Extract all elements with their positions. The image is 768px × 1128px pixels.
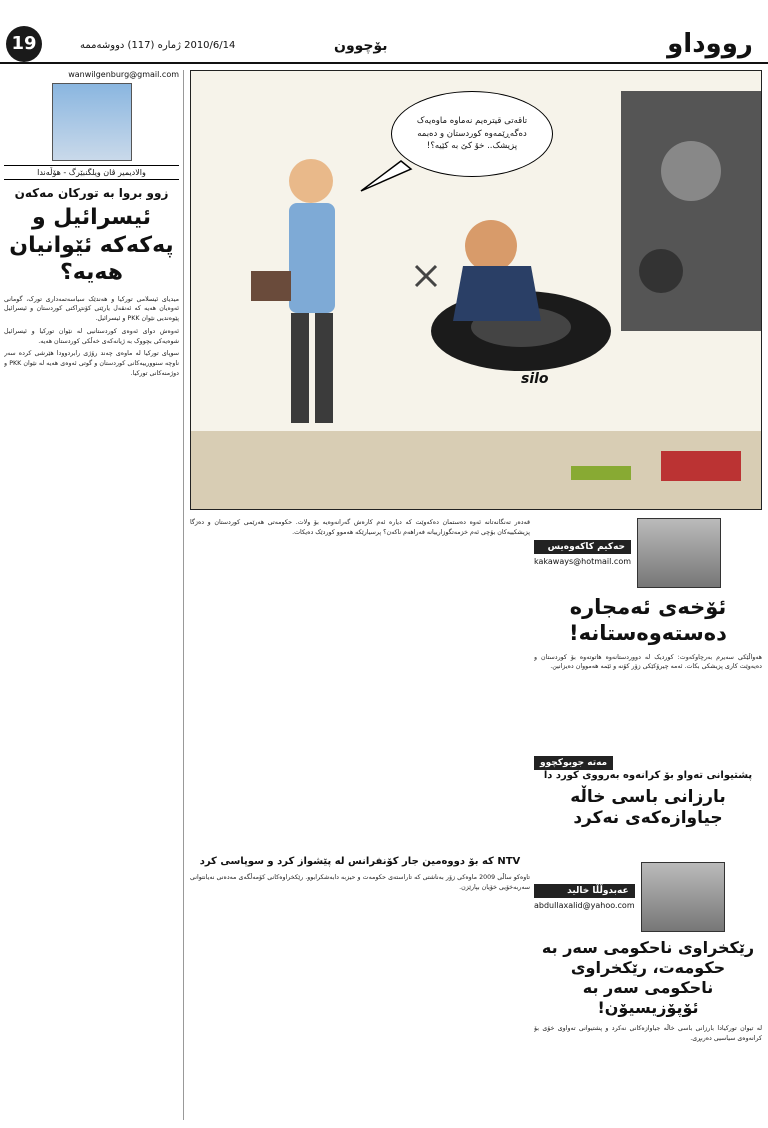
author-email: abdullaxalid@yahoo.com <box>534 901 635 910</box>
cartoon <box>190 70 762 510</box>
left-article <box>4 70 184 1120</box>
author-name: والادیمیر ڤان ویلگنبێرگ - هۆڵەندا <box>4 165 179 180</box>
author-photo <box>637 518 721 588</box>
article-body: له‌ تیوان تورکیادا بارزانی باسی خاڵه‌ جیاوازه‌کانی نه‌کرد و پشتیوانی ته‌واوی خۆی بۆ کرانه‌وه‌ی سیاسیی ده‌ربڕی. <box>534 1025 762 1042</box>
author-photo <box>641 862 725 932</box>
author-name: عه‌بدوڵڵا خالید <box>534 884 635 898</box>
page-number: 19 <box>6 26 42 62</box>
article-khalid <box>534 862 762 1122</box>
byline <box>534 862 762 932</box>
author-name: حه‌کیم کاکه‌وه‌یس <box>534 540 631 554</box>
middle-subhead: NTV که‌ بۆ دووه‌مین جار کۆنفرانس له‌ پێشواز کرد و سوپاسی کرد <box>199 856 521 867</box>
article-title: رێکخراوی ناحکومی سه‌ر به‌ حکومه‌ت، رێکخراوی ناحکومی سه‌ر به‌ ئۆپۆزیسیۆن! <box>541 938 755 1017</box>
article-body <box>4 295 179 379</box>
middle-lower-body: تاوه‌کو ساڵی 2009 ماوه‌کی زۆر به‌ناشتی که‌ تاراسته‌ی حکومه‌ت و حیزبه‌ دابه‌شکرابوو. رێکخراوه‌کانی کۆمه‌ڵگه‌ی مه‌ده‌نی نه‌یانتوانی سه‌ربه‌خۆیی خۆیان بپارێزن. <box>190 874 530 891</box>
article-mad <box>534 756 762 856</box>
article-title: ئۆخه‌ی ئه‌مجاره‌ ده‌سته‌وه‌ستانه‌! <box>569 595 727 646</box>
rudaw-logo <box>662 24 758 60</box>
byline <box>534 756 762 770</box>
article-hakim <box>534 518 762 748</box>
article-pretitle: زوو بروا به‌ تورکان مه‌که‌ن <box>14 186 169 200</box>
page-header <box>0 0 768 64</box>
author-email: kakaways@hotmail.com <box>534 557 632 566</box>
article-headline: ئیسرائیل و په‌که‌که‌ ئێوانیان هه‌یه‌؟ <box>9 205 174 285</box>
article-title: بارزانی باسی خاڵه‌ جیاوازه‌که‌ی نه‌کرد <box>570 787 726 829</box>
byline <box>534 518 762 588</box>
byline-text <box>534 540 631 566</box>
section-title: بۆچوون <box>334 38 388 54</box>
article-body: هه‌واڵێکی سه‌یرم به‌رچاوکه‌وت: کوردیک له‌ دووردستانه‌وه‌ هاتوته‌وه‌ بۆ کوردستان و ده‌یه‌وێت کاری پزیشکی بکات. ئه‌مه‌ چیرۆکێکی زۆر کۆنه‌ و ئێمه‌ هه‌مووان ده‌یزانین. <box>534 653 762 671</box>
author-photo <box>52 83 132 161</box>
byline-text <box>534 884 635 910</box>
speech-bubble: تاقه‌تی قیتره‌یم نه‌ماوه‌ ماوه‌یه‌ک ده‌گه‌ڕێمه‌وه‌ کوردستان و ده‌بمه‌ پزیشک.. خۆ کێ به‌ کێیه‌؟! <box>391 91 553 177</box>
body-paragraph: میدیای ئیسلامی تورکیا و هه‌ندێک سیاسه‌تمه‌داری تورک، گومانی ئه‌وه‌یان هه‌یه‌ که‌ ئه‌نقه‌ل یارێتی کۆنتڕاکتی کوردستان و ئیسرائیل پێوه‌ندیی نێوان PKK و ئیسرائیل. <box>4 295 179 322</box>
middle-column-lower <box>190 856 530 1122</box>
middle-column <box>190 518 530 848</box>
body-paragraph: ئه‌وه‌ش دوای ئه‌وه‌ی کوردستانیی له‌ نێوان تورکیا و ئیسرائیل شوه‌یه‌کی بچووک به‌ ژیانه‌که‌ی خه‌ڵکی کوردستان هه‌یه‌. <box>4 327 179 345</box>
issue-line: 2010/6/14 ژماره (117) دووشه‌ممه <box>80 40 236 51</box>
author-email: wanwilgenburg@gmail.com <box>68 70 179 79</box>
middle-body: قه‌ده‌ر ته‌نگانه‌تانه‌ ئه‌وه‌ ده‌ستمان ده‌که‌وێت که‌ دیاره‌ ئه‌م کاره‌ش گه‌رانه‌وه‌یه‌ بۆ ولات. حکومه‌تی هه‌رێمی کوردستان و ده‌زگا پزیشکییه‌کان بۆچی ئه‌م خزمه‌تگوزارییانه‌ فه‌راهه‌م ناکه‌ن؟ پرسیارێکه‌ هه‌موو کوردێک ده‌یکات. <box>190 519 530 536</box>
cartoonist-signature: silo <box>521 371 549 387</box>
body-paragraph: سوپای تورکیا له‌ ماوه‌ی چه‌ند رۆژی رابردوودا هێرشی کرده‌ سه‌ر ناوچه‌ سنوورییه‌کانی کوردستان و گوتی ئه‌وه‌ی هه‌یه‌ له‌ نێوان PKK و دوژمنه‌کانی تورکیا. <box>4 350 179 377</box>
author-name: مه‌ته‌ جوبوکچوو <box>534 756 613 770</box>
article-pretitle: پشتیوانی ته‌واو بۆ کرانه‌وه‌ به‌رووی کورد دا <box>543 770 753 781</box>
svg-text:رووداو: رووداو <box>667 29 753 59</box>
